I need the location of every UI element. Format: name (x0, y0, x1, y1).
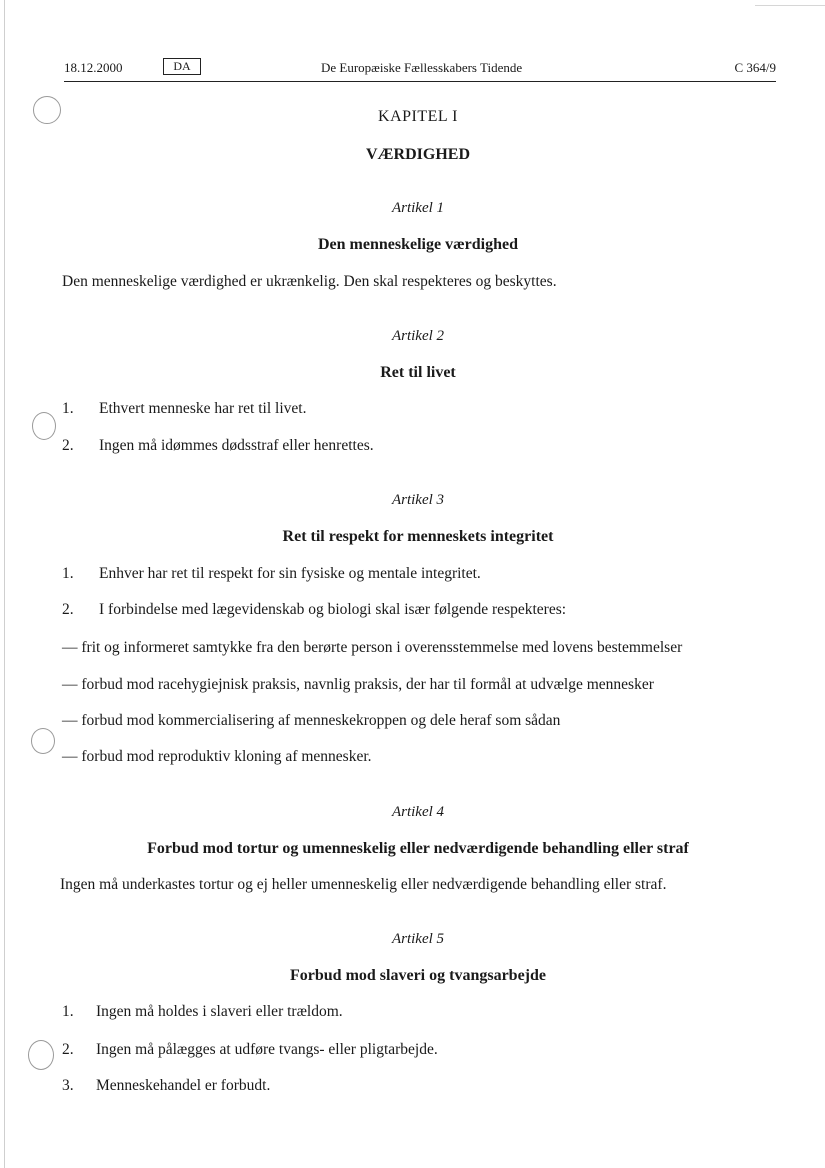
item-number: 1. (62, 1003, 74, 1020)
article-label: Artikel 1 (391, 200, 445, 216)
header-journal-title: De Europæiske Fællesskabers Tidende (321, 60, 523, 75)
header-language-box: DA (163, 58, 201, 75)
item-number: 2. (62, 601, 74, 618)
dash-item: — forbud mod racehygiejnisk praksis, navnlig praksis, der har til formål at udvælge mennesker (62, 676, 654, 693)
header-rule (64, 81, 776, 82)
dash-item: — frit og informeret samtykke fra den berørte person i overensstemmelse med lovens bestemmelser (62, 639, 683, 656)
scan-edge-line (4, 0, 5, 1168)
page-header (64, 58, 776, 78)
item-text: Enhver har ret til respekt for sin fysiske og mentale integritet. (99, 565, 481, 582)
article-title: Ret til respekt for menneskets integritet (282, 528, 554, 545)
item-text: Ingen må pålægges at udføre tvangs- eller pligtarbejde. (96, 1041, 438, 1058)
item-number: 3. (62, 1077, 74, 1094)
chapter-number: KAPITEL I (378, 108, 458, 125)
item-number: 1. (62, 400, 74, 417)
item-number: 2. (62, 437, 74, 454)
item-text: I forbindelse med lægevidenskab og biologi skal især følgende respekteres: (99, 601, 567, 618)
chapter-title: VÆRDIGHED (365, 146, 470, 163)
item-text: Ingen må holdes i slaveri eller trældom. (96, 1003, 343, 1020)
article-text: Den menneskelige værdighed er ukrænkelig. Den skal respekteres og beskyttes. (62, 273, 557, 290)
dash-item: — forbud mod reproduktiv kloning af mennesker. (62, 748, 372, 765)
article-label: Artikel 4 (391, 804, 445, 820)
article-title: Forbud mod slaveri og tvangsarbejde (290, 967, 546, 984)
article-title: Den menneskelige værdighed (318, 236, 518, 253)
article-label: Artikel 3 (391, 492, 445, 508)
scan-edge-line-top (755, 5, 825, 6)
article-label: Artikel 5 (391, 931, 445, 947)
punch-hole-mark (31, 728, 55, 754)
item-text: Ingen må idømmes dødsstraf eller henrettes. (99, 437, 374, 454)
dash-item: — forbud mod kommercialisering af menneskekroppen og dele heraf som sådan (62, 712, 561, 729)
article-label: Artikel 2 (391, 328, 445, 344)
article-text: Ingen må underkastes tortur og ej heller umenneskelig eller nedværdigende behandling eller straf. (60, 876, 667, 893)
item-number: 1. (62, 565, 74, 582)
item-text: Ethvert menneske har ret til livet. (99, 400, 307, 417)
punch-hole-mark (28, 1040, 54, 1070)
article-title: Ret til livet (380, 364, 456, 381)
item-number: 2. (62, 1041, 74, 1058)
header-page-ref: C 364/9 (734, 60, 776, 75)
punch-hole-mark (32, 412, 56, 440)
article-title: Forbud mod tortur og umenneskelig eller nedværdigende behandling eller straf (147, 840, 689, 857)
header-date: 18.12.2000 (64, 60, 123, 75)
item-text: Menneskehandel er forbudt. (96, 1077, 271, 1094)
